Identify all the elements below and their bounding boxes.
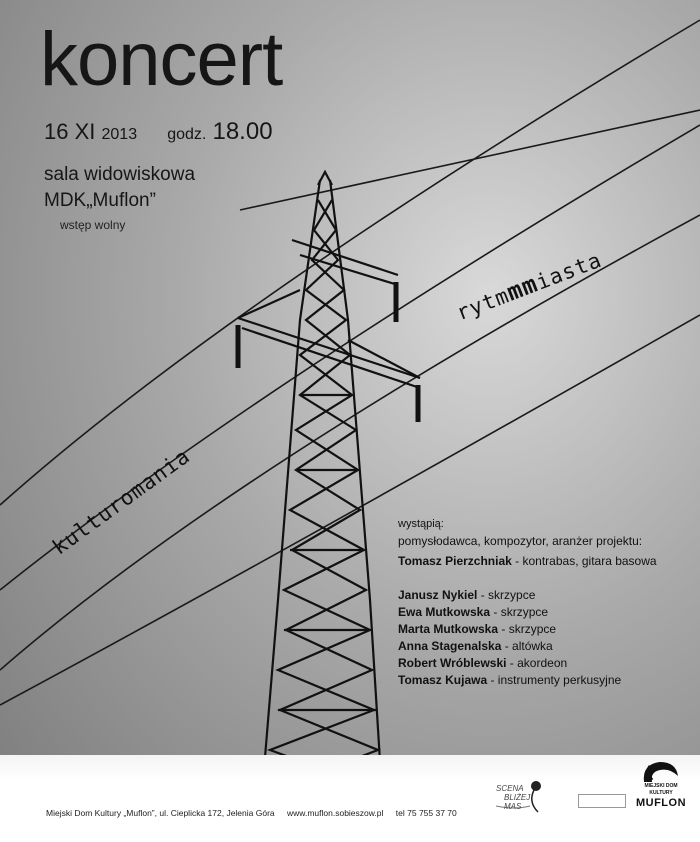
power-line: [240, 110, 700, 210]
performer-row: [398, 639, 657, 653]
performer-role: - instrumenty perkusyjne: [487, 673, 622, 687]
performer-name: Robert Wróblewski: [398, 656, 507, 670]
performer-role: - skrzypce: [490, 605, 549, 619]
performer-row: [398, 673, 657, 687]
time-label: godz.: [167, 126, 207, 143]
muflon-logo-text: [634, 783, 688, 809]
performer-name: Ewa Mutkowska: [398, 605, 491, 619]
venue-hall: sala widowiskowa: [44, 164, 196, 185]
miasta-text-part: iasta: [532, 247, 606, 295]
venue-name: MDK„Muflon”: [44, 190, 156, 211]
jelenia-gora-logo-icon: [578, 794, 626, 808]
performer-name: Anna Stagenalska: [398, 639, 502, 653]
performer-name: Marta Mutkowska: [398, 622, 499, 636]
performer-name: Tomasz Pierzchniak: [398, 554, 512, 568]
footer-phone: tel 75 755 37 70: [395, 808, 457, 818]
performer-name: Janusz Nykiel: [398, 588, 478, 602]
performer-row: [398, 588, 657, 602]
lead-role-caption: pomysłodawca, kompozytor, aranżer projektu:: [398, 534, 643, 548]
performer-row: [398, 605, 657, 619]
event-date-time: [44, 118, 273, 146]
footer-website: www.muflon.sobieszow.pl: [287, 808, 384, 818]
venue-block: [44, 162, 195, 214]
rytm-text-part: rytm: [453, 283, 513, 326]
muflon-logo-big: MUFLON: [635, 797, 687, 809]
performer-role: - akordeon: [506, 656, 568, 670]
event-date: 16 XI: [44, 119, 96, 144]
performer-role: - skrzypce: [498, 622, 557, 636]
performer-role: - kontrabas, gitara basowa: [511, 554, 657, 568]
performer-role: - skrzypce: [477, 588, 536, 602]
event-year: 2013: [101, 126, 138, 143]
footer-info: [46, 808, 467, 818]
scena-logo-line2: BLIŻEJ MAS: [504, 793, 531, 811]
kulturomania-text: kulturomania: [48, 443, 195, 560]
pylon-structure: [238, 172, 420, 842]
performers-section: [398, 518, 657, 690]
poster-title: koncert: [40, 17, 283, 102]
rytm-accent-letters: mm: [502, 269, 542, 307]
entry-info: wstęp wolny: [60, 218, 126, 232]
performers-intro: wystąpią:: [398, 518, 444, 530]
performer-row: [398, 622, 657, 636]
performer-role: - altówka: [501, 639, 553, 653]
scena-logo-text: [496, 784, 534, 811]
performer-name: Tomasz Kujawa: [398, 673, 488, 687]
muflon-logo-small: MIEJSKI DOM KULTURY: [644, 783, 678, 796]
event-time: 18.00: [212, 118, 273, 145]
scena-logo-line1: SCENA: [496, 784, 524, 793]
lead-performer: [398, 554, 657, 568]
footer-address: Miejski Dom Kultury „Muflon”, ul. Cieplicka 172, Jelenia Góra: [46, 808, 275, 818]
performer-row: [398, 656, 657, 670]
